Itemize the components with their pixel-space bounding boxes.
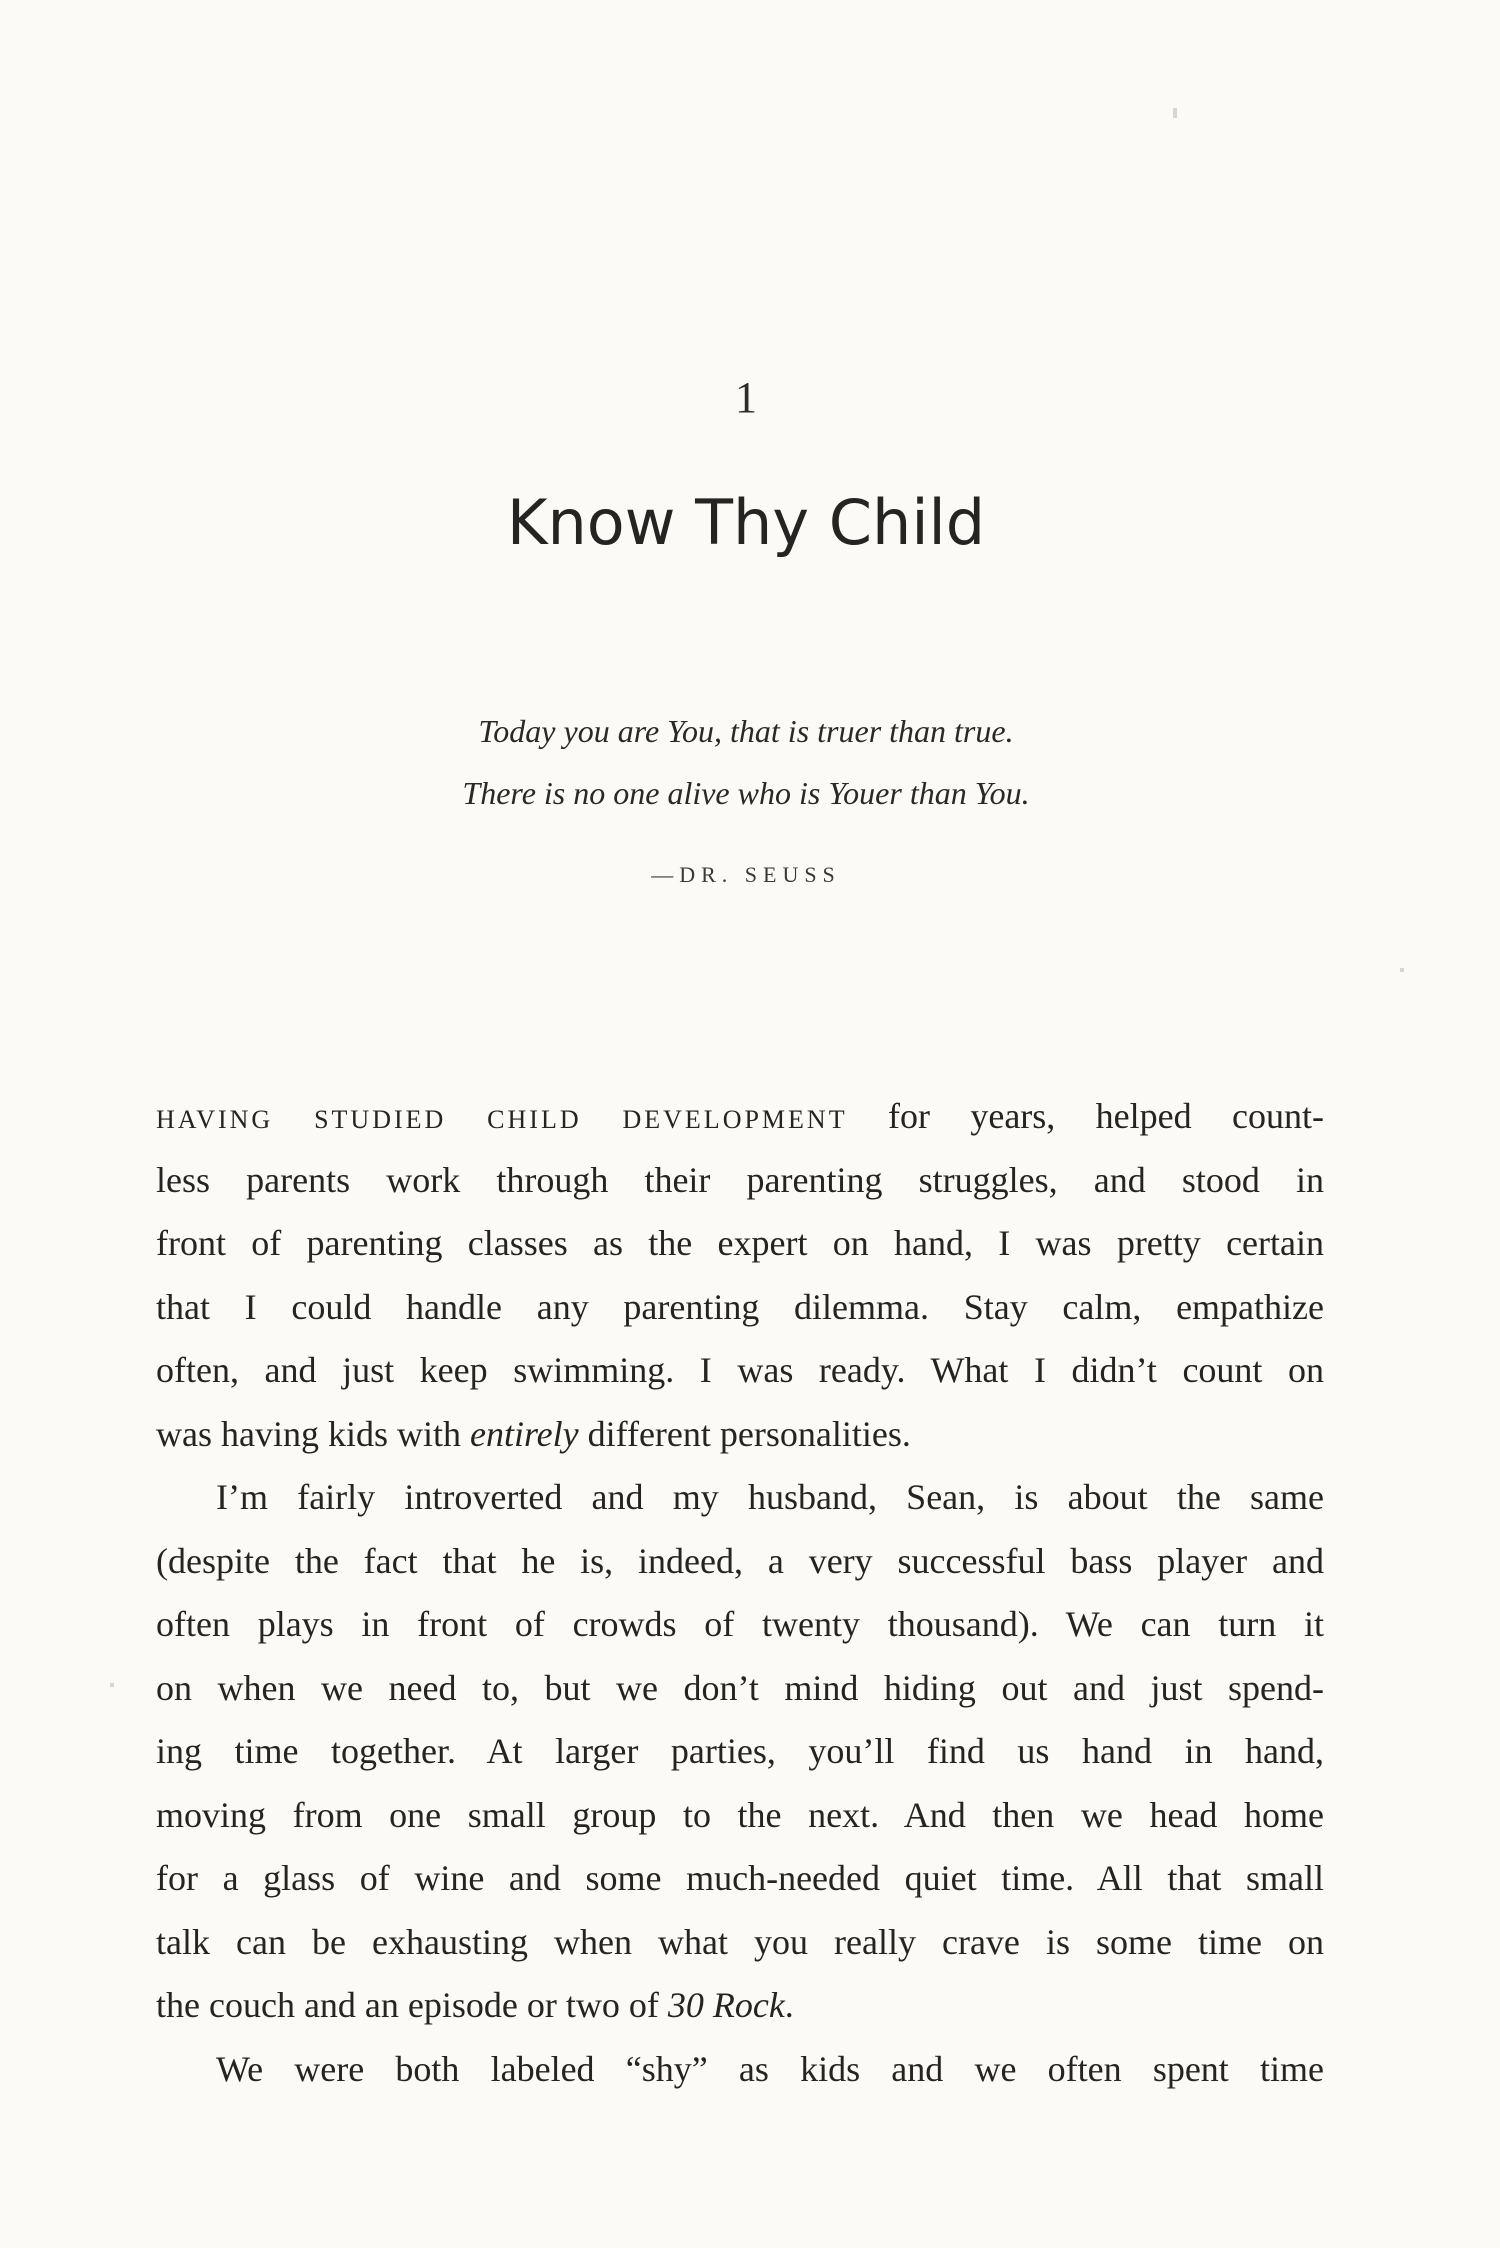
text-line: that I could handle any parenting dilemma. Stay calm, empathize <box>156 1286 1324 1327</box>
scan-speck <box>110 1683 114 1687</box>
emphasis: entirely <box>469 1413 579 1454</box>
text-line: ing time together. At larger parties, you’ll find us hand in hand, <box>156 1731 1324 1771</box>
text-line: moving from one small group to the next. And then we head home <box>156 1794 1324 1835</box>
text-line: often plays in front of crowds of twenty thousand). We can turn it <box>156 1604 1324 1644</box>
epigraph-line: Today you are You, that is truer than true. <box>478 713 1014 749</box>
text-span: different personalities. <box>578 1413 911 1454</box>
chapter-title: Know Thy Child <box>506 486 986 559</box>
text-span: was having kids with <box>156 1413 470 1454</box>
text-line: (despite the fact that he is, indeed, a very successful bass player and <box>156 1540 1324 1581</box>
text-line: I’m fairly introverted and my husband, Sean, is about the same <box>216 1477 1324 1517</box>
scan-speck <box>1173 108 1177 118</box>
text-line: front of parenting classes as the expert on hand, I was pretty certain <box>156 1223 1324 1263</box>
epigraph-attribution: —DR. SEUSS <box>651 862 841 887</box>
text-line <box>156 1085 1324 1149</box>
text-line: for a glass of wine and some much-needed quiet time. All that small <box>156 1858 1324 1898</box>
small-caps-lead: HAVING STUDIED CHILD DEVELOPMENT <box>156 1105 848 1134</box>
text-line <box>156 1974 1324 2038</box>
epigraph <box>0 700 1492 824</box>
epigraph-line: There is no one alive who is Youer than You. <box>462 775 1030 811</box>
text-line <box>156 1403 1324 1467</box>
text-line: often, and just keep swimming. I was ready. What I didn’t count on <box>156 1350 1324 1390</box>
text-line: less parents work through their parenting struggles, and stood in <box>156 1159 1324 1200</box>
text-span: the couch and an episode or two of <box>156 1985 668 2025</box>
text-line: We were both labeled “shy” as kids and we often spent time <box>216 2048 1324 2089</box>
scan-speck <box>1400 968 1404 972</box>
body-text <box>156 1085 1324 2101</box>
text-line: talk can be exhausting when what you really crave is some time on <box>156 1921 1324 1962</box>
text-span: for years, helped count- <box>847 1096 1324 1136</box>
chapter-number: 1 <box>735 373 757 422</box>
text-span: . <box>784 1985 794 2025</box>
text-line: on when we need to, but we don’t mind hiding out and just spend- <box>156 1667 1324 1708</box>
emphasis: 30 Rock <box>667 1985 785 2025</box>
